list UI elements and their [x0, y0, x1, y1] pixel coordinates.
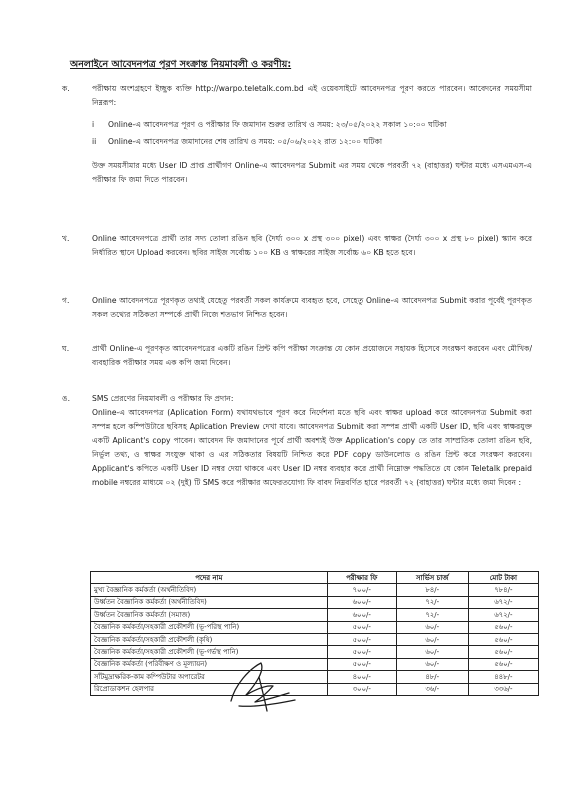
signature-icon — [215, 655, 305, 730]
section-note: Online-এ আবেদনপত্র (Aplication Form) যথাযথভাবে পূরণ করে নির্দেশনা মতে ছবি এবং স্বাক্ষর upload করে আবেদনপত্র Submit করা সম্পন্ন হলে কম্পিউটারে ছবিসহ Aplication Preview দেখা যাবে। আবেদনপত্র Submit করা সম্পন্ন প্রার্থী একটি User ID, ছবি এবং স্বাক্ষরযুক্ত একটি Aplicant's copy পাবেন। আবেদন ফি জমাদানের পূর্বে প্রার্থী অবশ্যই উক্ত Application's copy তে তার সাম্প্রতিক তোলা রঙিন ছবি, নির্ভুল তথ্য, ও স্বাক্ষর সংযুক্ত থাকা ও এর সঠিকতার বিষয়টি নিশ্চিত করে PDF copy ডাউনলোড ও রঙিন প্রিন্ট করে সংরক্ষণ করবেন। Applicant's কপিতে একটি User ID নম্বর দেয়া থাকবে এবং User ID নম্বর ব্যবহার করে প্রার্থী নিম্নোক্ত পদ্ধতিতে যে কোন Teletalk prepaid mobile নম্বরের মাধ্যমে ০২ (দুই) টি SMS করে পরীক্ষার অফেরতযোগ্য ফি বাবদ নিম্নবর্ণিত হারে পরবর্তী ৭২ (বাহাত্তর) ঘন্টার মধ্যে জমা দিবেন : — [92, 408, 532, 487]
list-text: Online-এ আবেদনপত্র পূরণ ও পরীক্ষার ফি জমাদান শুরুর তারিখ ও সময়: ২৩/০৫/২০২২ সকাল ১০:০০ ঘটিকা — [108, 120, 447, 129]
service-charge: ৮৪/- — [396, 584, 468, 596]
exam-fee: ৫০০/- — [327, 621, 396, 633]
section-ka — [62, 82, 532, 187]
table-row — [91, 621, 539, 633]
post-name: রিপ্রোডাকশন হেলপার — [91, 683, 328, 695]
total-amount: ৬৭২/- — [468, 609, 538, 621]
table-header-row — [91, 572, 539, 584]
document-heading: অনলাইনে আবেদনপত্র পূরণ সংক্রান্ত নিয়মাবলী ও করণীয়: — [70, 59, 292, 70]
section-note: উক্ত সময়সীমার মধ্যে User ID প্রাপ্ত প্রার্থীগণ Online-এ আবেদনপত্র Submit এর সময় থেকে পরবর্তী ৭২ (বাহাত্তর) ঘন্টার মধ্যে এসএমএস-এ পরীক্ষার ফি জমা দিতে পারবেন। — [92, 161, 532, 184]
section-text: প্রার্থী Online-এ পূরণকৃত আবেদনপত্রের একটি রঙিন প্রিন্ট কপি পরীক্ষা সংক্রান্ত যে কোন প্রয়োজনে সহায়ক হিসেবে সংরক্ষণ করবেন এবং মৌখিক/ব্যবহারিক পরীক্ষার সময় এক কপি জমা দিবেন। — [92, 344, 532, 367]
section-kha — [62, 232, 532, 260]
section-text: SMS প্রেরণের নিয়মাবলী ও পরীক্ষার ফি প্রদান: — [92, 394, 234, 403]
post-name: বৈজ্ঞানিক কর্মকর্তা (পরিবীক্ষণ ও মূল্যায়ন) — [91, 658, 328, 670]
section-ga — [62, 294, 532, 322]
table-row — [91, 683, 539, 695]
table-row — [91, 646, 539, 658]
post-name: বৈজ্ঞানিক কর্মকর্তা/সহকারী প্রকৌশলী (কৃষি) — [91, 633, 328, 645]
service-charge: ৭২/- — [396, 596, 468, 608]
exam-fee: ৩০০/- — [327, 683, 396, 695]
table-row — [91, 671, 539, 683]
post-name: উর্ধ্বতন বৈজ্ঞানিক কর্মকর্তা (সমাজ) — [91, 609, 328, 621]
service-charge: ৬০/- — [396, 646, 468, 658]
section-text: পরীক্ষায় অংশগ্রহণে ইচ্ছুক ব্যক্তি http://warpo.teletalk.com.bd এই ওয়েবসাইটে আবেদনপত্র পূরণ করতে পারবেন। আবেদনের সময়সীমা নিম্নরূপ: — [92, 84, 532, 107]
section-text: Online আবেদনপত্রে পূরণকৃত তথ্যই যেহেতু পরবর্তী সকল কার্যক্রমে ব্যবহৃত হবে, সেহেতু Online-এ আবেদনপত্র Submit করার পূর্বেই পূরণকৃত সকল তথ্যের সঠিকতা সম্পর্কে প্রার্থী নিজে শতভাগ নিশ্চিত হবেন। — [92, 296, 532, 319]
column-header: পরীক্ষার ফি — [327, 572, 396, 584]
service-charge: ৬০/- — [396, 621, 468, 633]
exam-fee: ৫০০/- — [327, 658, 396, 670]
exam-fee: ৪০০/- — [327, 671, 396, 683]
section-label: ঘ. — [62, 344, 70, 353]
exam-fee: ৭০০/- — [327, 584, 396, 596]
list-text: Online-এ আবেদনপত্র জমাদানের শেষ তারিখ ও সময়: ০৫/০৬/২০২২ রাত ১২:০০ ঘটিকা — [108, 137, 383, 146]
section-uma — [62, 392, 532, 490]
section-label: ঙ. — [62, 394, 70, 403]
section-label: খ. — [62, 234, 70, 243]
total-amount: ৩৩৬/- — [468, 683, 538, 695]
section-text: Online আবেদনপত্রে প্রার্থী তার সদ্য তোলা রঙিন ছবি (দৈর্ঘ্য ৩০০ x প্রস্থ ৩০০ pixel) এবং স্বাক্ষর (দৈর্ঘ্য ৩০০ x প্রস্থ ৮০ pixel) স্ক্যান করে নির্ধারিত স্থানে Upload করবেন। ছবির সাইজ সর্বোচ্চ ১০০ KB ও স্বাক্ষরের সাইজ সর্বোচ্চ ৬০ KB হতে হবে। — [92, 234, 532, 257]
post-name: সাঁটমুদ্রাক্ষরিক-কাম কম্পিউটার অপারেটর — [91, 671, 328, 683]
total-amount: ৫৬০/- — [468, 633, 538, 645]
total-amount: ৫৬০/- — [468, 621, 538, 633]
total-amount: ৭৮৪/- — [468, 584, 538, 596]
total-amount: ৬৭২/- — [468, 596, 538, 608]
column-header: পদের নাম — [91, 572, 328, 584]
exam-fee: ৬০০/- — [327, 596, 396, 608]
exam-fee: ৫০০/- — [327, 633, 396, 645]
post-name: উর্ধ্বতন বৈজ্ঞানিক কর্মকর্তা (অর্থনীতিবিদ) — [91, 596, 328, 608]
fee-table — [90, 571, 539, 696]
total-amount: ৫৬০/- — [468, 646, 538, 658]
service-charge: ৪৮/- — [396, 671, 468, 683]
exam-fee: ৬০০/- — [327, 609, 396, 621]
service-charge: ৬০/- — [396, 633, 468, 645]
service-charge: ৬০/- — [396, 658, 468, 670]
column-header: সার্ভিস চার্জ — [396, 572, 468, 584]
section-label: গ. — [62, 296, 70, 305]
list-item — [92, 135, 532, 149]
list-numeral: ii — [92, 137, 97, 146]
post-name: বৈজ্ঞানিক কর্মকর্তা/সহকারী প্রকৌশলী (ভূ-গর্ভস্থ পানি) — [91, 646, 328, 658]
list-numeral: i — [92, 120, 95, 129]
table-row — [91, 609, 539, 621]
exam-fee: ৫০০/- — [327, 646, 396, 658]
table-row — [91, 596, 539, 608]
post-name: বৈজ্ঞানিক কর্মকর্তা/সহকারী প্রকৌশলী (ভূ-পরিস্থ পানি) — [91, 621, 328, 633]
section-gha — [62, 342, 532, 370]
service-charge: ৭২/- — [396, 609, 468, 621]
table-row — [91, 658, 539, 670]
table-row — [91, 633, 539, 645]
column-header: মোট টাকা — [468, 572, 538, 584]
service-charge: ৩৬/- — [396, 683, 468, 695]
table-row — [91, 584, 539, 596]
total-amount: ৪৪৮/- — [468, 671, 538, 683]
list-item — [92, 118, 532, 132]
section-label: ক. — [62, 84, 70, 93]
post-name: মুখ্য বৈজ্ঞানিক কর্মকর্তা (অর্থনীতিবিদ) — [91, 584, 328, 596]
total-amount: ৫৬০/- — [468, 658, 538, 670]
